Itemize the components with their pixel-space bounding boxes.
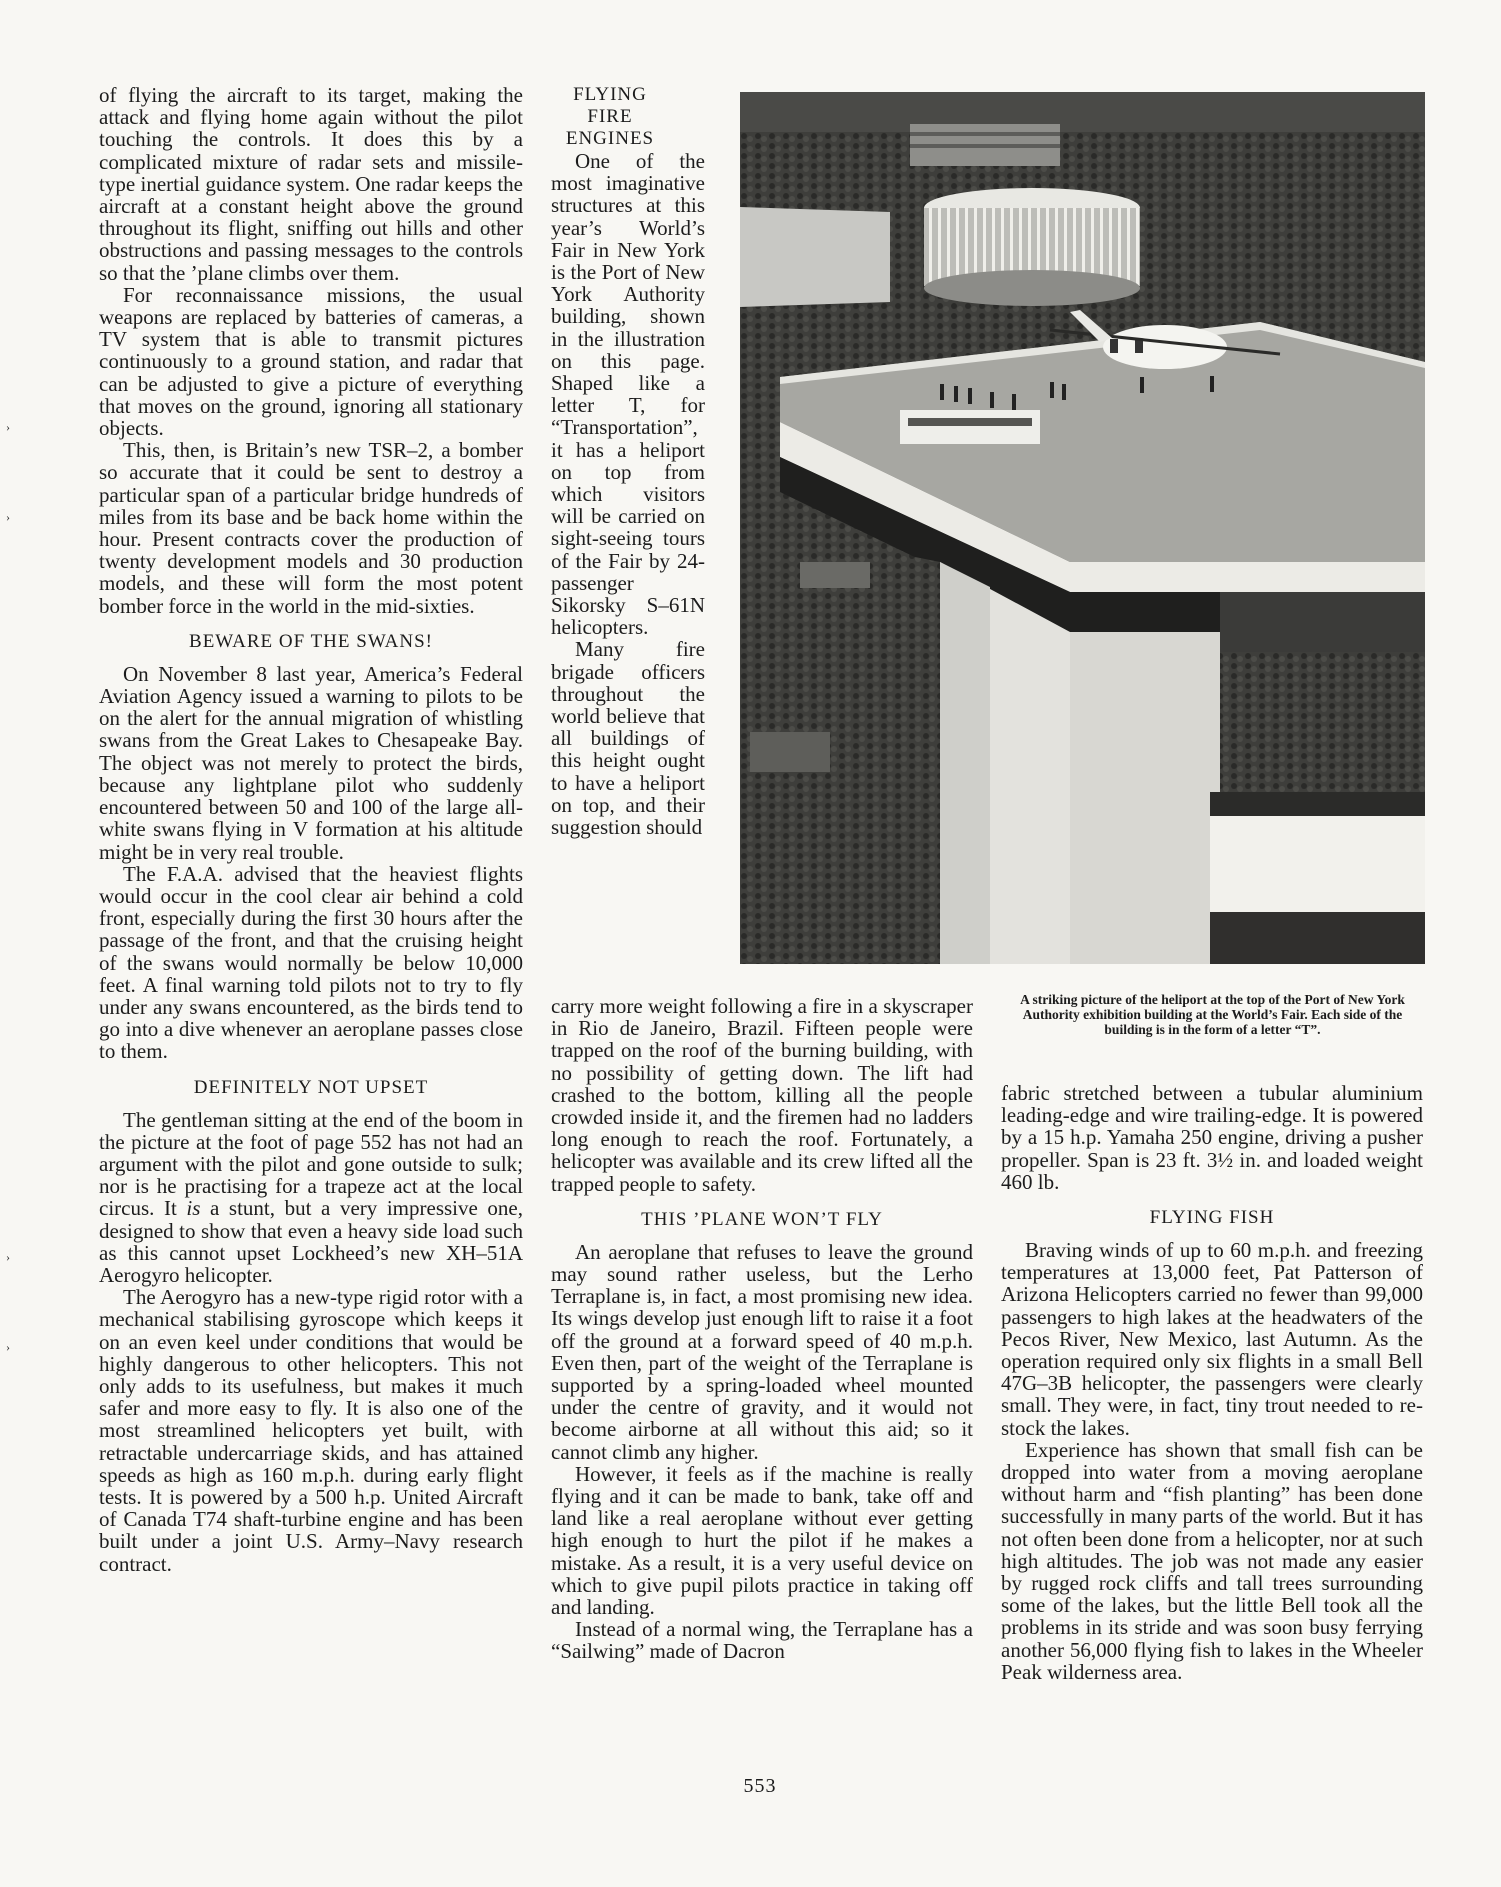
paragraph-aerogyro-stunt [99,1109,523,1287]
paragraph-terraplane-practice: However, it feels as if the machine is really flying and it can be made to bank, take off and land like a real aeroplane without ever getting high enough to hurt the pilot if he makes a mistake. As a result, it is a very useful device on which to give pupil pilots practice in taking off and landing. [551,1461,973,1620]
paragraph-trout-passengers: Braving winds of up to 60 m.p.h. and freezing temperatures at 13,000 feet, Pat Patterson of Arizona Helicopters carried no fewer than 99,000 passengers to high lakes at the headwaters of the Pecos River, New Mexico, last Autumn. As the operation required only six flights in a small Bell 47G–3B helicopter, the passengers were clearly small. They were, in fact, tiny trout needed to re-stock the lakes. [1001,1238,1423,1440]
paragraph-rio-fire: carry more weight following a fire in a skyscraper in Rio de Janeiro, Brazil. Fifteen people were trapped on the roof of the burning building, with no possibility of getting down. The lift had crashed to the bottom, killing all the people crowded inside it, and the firemen had no ladders long enough to reach the roof. Fortunately, a helicopter was available and its crew lifted all the trapped people to safety. [551,994,973,1196]
photo-caption: A striking picture of the heliport at the top of the Port of New York Authority exhibition building at the World’s Fair. Each side of the building is in the form of a letter “T”. [1020,992,1405,1037]
margin-tick: › [6,420,10,434]
heliport-photo [740,92,1425,964]
heading-plane-wont-fly: THIS ’PLANE WON’T FLY [641,1208,883,1230]
paragraph-aerogyro-rotor: The Aerogyro has a new-type rigid rotor with a mechanical stabilising gyroscope which keeps it on an even keel under conditions that would be highly dangerous to other helicopters. This not only adds to its usefulness, but makes it much safer and more easy to fly. It is also one of the most streamlined helicopters yet built, with retractable undercarriage skids, and has attained speeds as high as 160 m.p.h. during early flight tests. It is powered by a 500 h.p. United Aircraft of Canada T74 shaft-turbine engine and has been built under a joint U.S. Army–Navy research contract. [99,1285,523,1576]
heliport-building-illustration [740,92,1425,964]
paragraph-terraplane-specs: fabric stretched between a tubular aluminium leading-edge and wire trailing-edge. It is powered by a 15 h.p. Yamaha 250 engine, driving a pusher propeller. Span is 23 ft. 3½ in. and loaded weight 460 lb. [1001,1081,1423,1194]
page-number: 553 [743,1775,777,1797]
heading-flying-fish: FLYING FISH [1149,1207,1275,1229]
column-right [1001,1082,1423,1683]
paragraph-tsr2-guidance: of flying the aircraft to its target, making the attack and flying home again without the pilot touching the controls. It does this by a complicated mixture of radar sets and missile-type inertial guidance system. One radar keeps the aircraft at a constant height above the ground throughout its flight, sniffing out hills and other obstructions and passing messages to the controls so that the ’plane climbs over them. [99,83,523,285]
paragraph-sailwing: Instead of a normal wing, the Terraplane has a “Sailwing” made of Dacron [551,1617,973,1664]
column-middle-narrow [551,84,705,838]
paragraph-fire-brigade: Many fire brigade officers throughout the world believe that all buildings of this height ought to have a heliport on top, and their suggestion should [551,637,705,840]
paragraph-tsr2-summary: This, then, is Britain’s new TSR–2, a bomber so accurate that it could be sent to destroy a particular span of a particular bridge hundreds of miles from its base and be back home within the hour. Present contracts cover the production of twenty development models and 30 production models, and these will form the most potent bomber force in the world in the mid-sixties. [99,438,523,618]
column-middle [551,995,973,1663]
heading-flying-fire-engines: FLYING FIRE ENGINES [565,84,655,149]
heading-beware-swans: BEWARE OF THE SWANS! [189,630,433,652]
margin-tick: › [6,1340,10,1354]
paragraph-fish-planting: Experience has shown that small fish can be dropped into water from a moving aeroplane without harm and “fish planting” has been done successfully in many parts of the world. But it has not often been done from a helicopter, nor at such high altitudes. The job was not made any easier by rugged rock cliffs and tall trees surrounding some of the lakes, but the little Bell took all the problems in its stride and was soon busy ferrying another 56,000 flying fish to lakes in the Wheeler Peak wilderness area. [1001,1437,1423,1684]
paragraph-faa-advice: The F.A.A. advised that the heaviest flights would occur in the cool clear air behind a cold front, especially during the first 30 hours after the passage of the front, and that the cruising height of the swans would normally be below 10,000 feet. A final warning told pilots not to try to fly under any swans encountered, as the birds tend to go into a dive whenever an aeroplane passes close to them. [99,861,523,1064]
emphasis-is: is [186,1196,201,1221]
paragraph-terraplane-intro: An aeroplane that refuses to leave the ground may sound rather useless, but the Lerho Terraplane is, in fact, a most promising new idea. Its wings develop just enough lift to raise it a foot off the ground at a forward speed of 40 m.p.h. Even then, part of the weight of the Terraplane is supported by a spring-loaded wheel mounted under the centre of gravity, and it would not become airborne at all without this aid; so it cannot climb any higher. [551,1239,973,1464]
margin-tick: › [6,510,10,524]
column-left [99,84,523,1575]
paragraph-reconnaissance: For reconnaissance missions, the usual weapons are replaced by batteries of cameras, a TV system that is able to transmit pictures continuously to a ground station, and radar that can be adjusted to give a picture of everything that moves on the ground, ignoring all stationary objects. [99,282,523,441]
paragraph-port-authority-building: One of the most imaginative structures at this year’s World’s Fair in New York is the Port of New York Authority building, shown in the illustration on this page. Shaped like a letter T, for “Transportation”, it has a heliport on top from which visitors will be carried on sight-seeing tours of the Fair by 24-passenger Sikorsky S–61N helicopters. [551,149,705,640]
text-span: The gentleman sitting at the end of the boom in the picture at the foot of page 552 has not had an argument with the pilot and gone outside to sulk; nor is he practising for a trapeze act at the local circus. It [99,1107,523,1221]
heading-not-upset: DEFINITELY NOT UPSET [193,1076,429,1098]
text-span: a stunt, but a very impressive one, designed to show that even a heavy side load such as this cannot upset Lockheed’s new XH–51A Aerogyro helicopter. [99,1196,523,1287]
paragraph-swans-warning: On November 8 last year, America’s Federal Aviation Agency issued a warning to pilots to be on the alert for the annual migration of whistling swans from the Great Lakes to Chesapeake Bay. The object was not merely to protect the birds, because any lightplane pilot who suddenly encountered between 50 and 100 of the large all-white swans flying in V formation at his altitude might be in very real trouble. [99,661,523,864]
margin-tick: › [6,1250,10,1264]
